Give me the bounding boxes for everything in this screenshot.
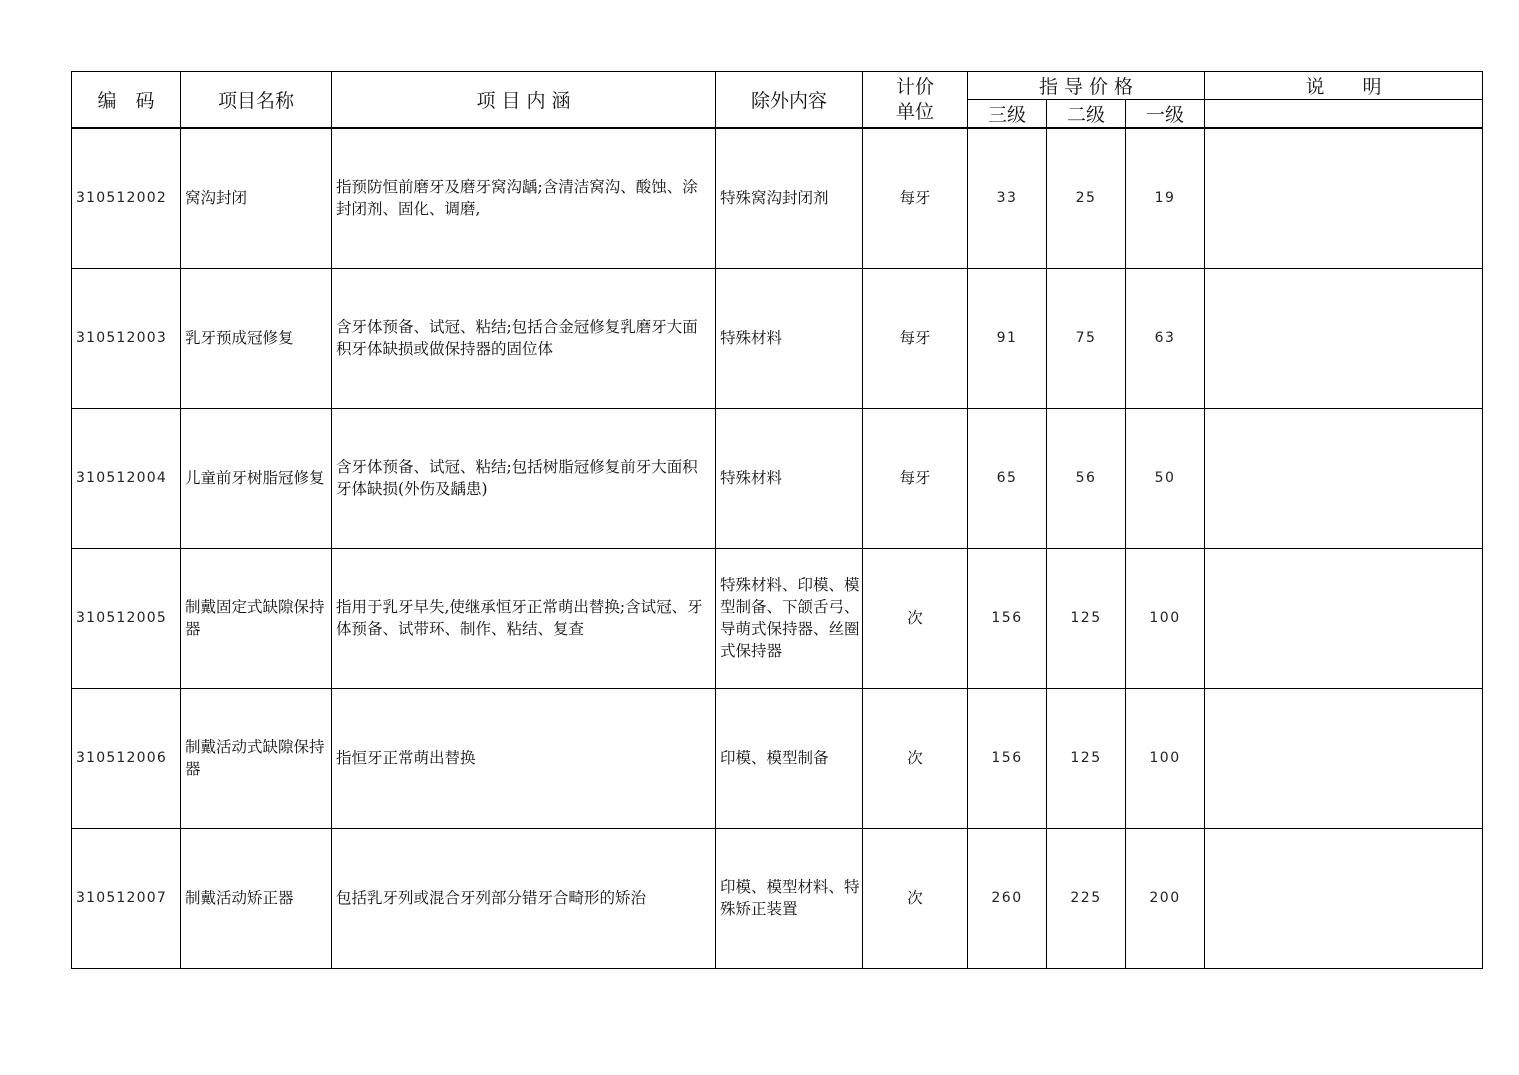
cell-level2: 56 (1047, 408, 1126, 548)
header-price-group: 指 导 价 格 (968, 72, 1205, 100)
table-row (72, 408, 1483, 548)
header-exclusion: 除外内容 (716, 72, 863, 129)
cell-level2: 225 (1047, 828, 1126, 968)
cell-note (1205, 408, 1483, 548)
cell-note (1205, 548, 1483, 688)
cell-level1: 50 (1126, 408, 1205, 548)
table-row (72, 268, 1483, 408)
table-row (72, 548, 1483, 688)
cell-name: 窝沟封闭 (181, 128, 332, 268)
header-level3: 三级 (968, 100, 1047, 129)
cell-unit: 次 (863, 548, 968, 688)
cell-exclusion: 特殊材料 (716, 268, 863, 408)
cell-content: 含牙体预备、试冠、粘结;包括合金冠修复乳磨牙大面积牙体缺损或做保持器的固位体 (332, 268, 716, 408)
cell-level3: 156 (968, 548, 1047, 688)
table-body (72, 128, 1483, 968)
cell-content: 包括乳牙列或混合牙列部分错牙合畸形的矫治 (332, 828, 716, 968)
price-table (71, 71, 1483, 969)
cell-level1: 100 (1126, 688, 1205, 828)
cell-level1: 63 (1126, 268, 1205, 408)
cell-note (1205, 828, 1483, 968)
table-row (72, 688, 1483, 828)
cell-code: 310512003 (72, 268, 181, 408)
cell-exclusion: 特殊材料 (716, 408, 863, 548)
cell-level3: 260 (968, 828, 1047, 968)
cell-exclusion: 印模、模型材料、特殊矫正装置 (716, 828, 863, 968)
cell-note (1205, 128, 1483, 268)
cell-unit: 每牙 (863, 268, 968, 408)
cell-level2: 125 (1047, 548, 1126, 688)
cell-level1: 19 (1126, 128, 1205, 268)
header-code: 编 码 (72, 72, 181, 129)
cell-content: 指预防恒前磨牙及磨牙窝沟龋;含清洁窝沟、酸蚀、涂封闭剂、固化、调磨, (332, 128, 716, 268)
header-level1: 一级 (1126, 100, 1205, 129)
cell-code: 310512002 (72, 128, 181, 268)
header-note-blank (1205, 100, 1483, 129)
header-unit: 计价单位 (863, 72, 968, 129)
cell-level3: 65 (968, 408, 1047, 548)
cell-exclusion: 特殊窝沟封闭剂 (716, 128, 863, 268)
table-row (72, 128, 1483, 268)
cell-content: 指用于乳牙早失,使继承恒牙正常萌出替换;含试冠、牙体预备、试带环、制作、粘结、复查 (332, 548, 716, 688)
cell-code: 310512006 (72, 688, 181, 828)
cell-name: 乳牙预成冠修复 (181, 268, 332, 408)
cell-name: 制戴活动式缺隙保持器 (181, 688, 332, 828)
cell-code: 310512004 (72, 408, 181, 548)
cell-note (1205, 688, 1483, 828)
cell-level2: 75 (1047, 268, 1126, 408)
cell-note (1205, 268, 1483, 408)
cell-name: 制戴固定式缺隙保持器 (181, 548, 332, 688)
cell-unit: 次 (863, 828, 968, 968)
table-header (72, 72, 1483, 129)
table-row (72, 828, 1483, 968)
cell-unit: 每牙 (863, 408, 968, 548)
cell-level3: 33 (968, 128, 1047, 268)
cell-unit: 每牙 (863, 128, 968, 268)
cell-exclusion: 印模、模型制备 (716, 688, 863, 828)
header-content: 项 目 内 涵 (332, 72, 716, 129)
cell-exclusion: 特殊材料、印模、模型制备、下颌舌弓、导萌式保持器、丝圈式保持器 (716, 548, 863, 688)
cell-level2: 125 (1047, 688, 1126, 828)
cell-content: 含牙体预备、试冠、粘结;包括树脂冠修复前牙大面积牙体缺损(外伤及龋患) (332, 408, 716, 548)
cell-content: 指恒牙正常萌出替换 (332, 688, 716, 828)
cell-name: 儿童前牙树脂冠修复 (181, 408, 332, 548)
header-level2: 二级 (1047, 100, 1126, 129)
cell-level3: 156 (968, 688, 1047, 828)
cell-level1: 100 (1126, 548, 1205, 688)
cell-code: 310512007 (72, 828, 181, 968)
header-name: 项目名称 (181, 72, 332, 129)
header-note: 说 明 (1205, 72, 1483, 100)
cell-level2: 25 (1047, 128, 1126, 268)
cell-unit: 次 (863, 688, 968, 828)
cell-level1: 200 (1126, 828, 1205, 968)
cell-level3: 91 (968, 268, 1047, 408)
cell-name: 制戴活动矫正器 (181, 828, 332, 968)
cell-code: 310512005 (72, 548, 181, 688)
